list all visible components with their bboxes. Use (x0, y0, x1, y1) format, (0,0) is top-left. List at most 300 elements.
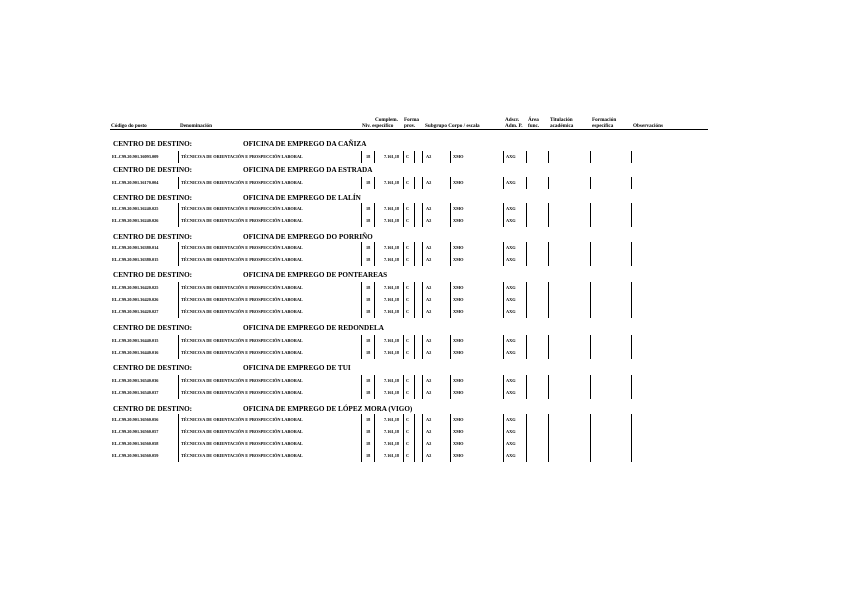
column-divider (361, 242, 362, 254)
column-divider (548, 426, 549, 438)
cell-title: TÉCNICO/A DE ORIENTACIÓN E PROSPECCIÓN LABORAL (181, 338, 303, 343)
column-divider (503, 282, 504, 294)
column-divider (590, 177, 591, 189)
column-divider (374, 306, 375, 318)
column-divider (414, 426, 415, 438)
column-divider (526, 335, 527, 347)
cell-adscr: AXG (506, 154, 516, 159)
cell-title: TÉCNICO/A DE ORIENTACIÓN E PROSPECCIÓN LABORAL (181, 378, 303, 383)
column-divider (178, 177, 179, 189)
column-divider (361, 438, 362, 450)
column-divider (548, 335, 549, 347)
cell-adscr: AXG (506, 441, 516, 446)
column-divider (548, 438, 549, 450)
cell-code: EL.C99.20.901.36093.009 (112, 154, 159, 159)
column-divider (590, 242, 591, 254)
column-divider (361, 215, 362, 227)
column-divider (403, 414, 404, 426)
column-divider (178, 282, 179, 294)
cell-code: EL.C99.20.901.36420.026 (112, 297, 159, 302)
cell-level: 18 (366, 429, 371, 434)
cell-comp: 7.161,18 (384, 245, 400, 250)
cell-code: EL.C99.20.901.36380.015 (112, 257, 159, 262)
header-subgrupo-corpo: Subgrupo Corpo / escala (425, 123, 480, 129)
column-divider (403, 282, 404, 294)
column-divider (414, 335, 415, 347)
column-divider (526, 347, 527, 359)
cell-adscr: AXG (506, 245, 516, 250)
table-row (0, 306, 842, 318)
cell-level: 18 (366, 309, 371, 314)
column-divider (414, 375, 415, 387)
cell-subgrupo: A2 (426, 429, 432, 434)
section-name: OFICINA DE EMPREGO DE TUI (243, 364, 351, 372)
cell-title: TÉCNICO/A DE ORIENTACIÓN E PROSPECCIÓN LABORAL (181, 309, 303, 314)
column-divider (414, 294, 415, 306)
column-divider (374, 387, 375, 399)
cell-forma: C (406, 350, 410, 355)
cell-subgrupo: A2 (426, 285, 432, 290)
cell-title: TÉCNICO/A DE ORIENTACIÓN E PROSPECCIÓN LABORAL (181, 417, 303, 422)
cell-adscr: AXG (506, 297, 516, 302)
column-divider (403, 203, 404, 215)
column-divider (631, 203, 632, 215)
section-label: CENTRO DE DESTINO: (113, 364, 193, 372)
column-divider (422, 242, 423, 254)
column-divider (590, 450, 591, 462)
section-label: CENTRO DE DESTINO: (113, 140, 193, 148)
column-divider (361, 294, 362, 306)
column-divider (361, 426, 362, 438)
column-divider (361, 282, 362, 294)
cell-level: 18 (366, 154, 371, 159)
cell-subgrupo: A2 (426, 206, 432, 211)
cell-title: TÉCNICO/A DE ORIENTACIÓN E PROSPECCIÓN LABORAL (181, 429, 303, 434)
cell-title: TÉCNICO/A DE ORIENTACIÓN E PROSPECCIÓN LABORAL (181, 453, 303, 458)
column-divider (548, 414, 549, 426)
cell-subgrupo: A2 (426, 257, 432, 262)
cell-corpo: XMO (453, 218, 464, 223)
column-divider (503, 450, 504, 462)
table-row (0, 335, 842, 347)
cell-code: EL.C99.20.901.36420.025 (112, 285, 159, 290)
column-divider (450, 177, 451, 189)
column-divider (548, 450, 549, 462)
column-divider (450, 387, 451, 399)
table-row (0, 450, 842, 462)
column-divider (526, 387, 527, 399)
table-row (0, 438, 842, 450)
column-divider (631, 151, 632, 163)
column-divider (414, 242, 415, 254)
column-divider (422, 282, 423, 294)
column-divider (374, 450, 375, 462)
cell-adscr: AXG (506, 417, 516, 422)
cell-code: EL.C99.20.901.36540.036 (112, 378, 159, 383)
column-divider (403, 438, 404, 450)
header-forma-line1: Forma (404, 117, 419, 123)
cell-adscr: AXG (506, 453, 516, 458)
column-divider (403, 306, 404, 318)
column-divider (503, 426, 504, 438)
cell-forma: C (406, 285, 410, 290)
column-divider (590, 387, 591, 399)
cell-code: EL.C99.20.901.36440.016 (112, 350, 159, 355)
column-divider (503, 306, 504, 318)
cell-adscr: AXG (506, 429, 516, 434)
column-divider (631, 294, 632, 306)
column-divider (503, 438, 504, 450)
table-row (0, 151, 842, 163)
column-divider (450, 347, 451, 359)
cell-forma: C (406, 297, 410, 302)
header-titulacion-line1: Titulación (550, 117, 573, 123)
cell-corpo: XMO (453, 154, 464, 159)
column-divider (503, 335, 504, 347)
column-divider (548, 347, 549, 359)
cell-corpo: XMO (453, 350, 464, 355)
table-row (0, 414, 842, 426)
cell-comp: 7.161,18 (384, 453, 400, 458)
header-forma-line2: prov. (404, 123, 416, 129)
column-divider (450, 306, 451, 318)
cell-subgrupo: A2 (426, 218, 432, 223)
cell-title: TÉCNICO/A DE ORIENTACIÓN E PROSPECCIÓN LABORAL (181, 245, 303, 250)
cell-level: 18 (366, 338, 371, 343)
column-divider (178, 203, 179, 215)
table-row (0, 254, 842, 266)
column-divider (374, 177, 375, 189)
column-divider (450, 282, 451, 294)
cell-adscr: AXG (506, 180, 516, 185)
section-label: CENTRO DE DESTINO: (113, 271, 193, 279)
header-denominacion: Denominación (180, 123, 212, 129)
column-divider (503, 387, 504, 399)
cell-title: TÉCNICO/A DE ORIENTACIÓN E PROSPECCIÓN LABORAL (181, 257, 303, 262)
column-divider (503, 203, 504, 215)
cell-comp: 7.161,18 (384, 154, 400, 159)
cell-code: EL.C99.20.901.36560.058 (112, 441, 159, 446)
column-divider (548, 177, 549, 189)
column-divider (590, 335, 591, 347)
column-divider (526, 151, 527, 163)
column-divider (503, 294, 504, 306)
column-divider (631, 414, 632, 426)
column-divider (361, 387, 362, 399)
column-divider (403, 151, 404, 163)
column-divider (361, 414, 362, 426)
column-divider (414, 414, 415, 426)
section-name: OFICINA DE EMPREGO DE REDONDELA (243, 324, 384, 332)
column-divider (631, 254, 632, 266)
column-divider (631, 347, 632, 359)
column-divider (178, 414, 179, 426)
column-divider (403, 375, 404, 387)
column-divider (361, 151, 362, 163)
column-divider (414, 282, 415, 294)
table-row (0, 215, 842, 227)
column-divider (178, 450, 179, 462)
table-row (0, 282, 842, 294)
column-divider (374, 242, 375, 254)
column-divider (450, 450, 451, 462)
column-divider (526, 306, 527, 318)
column-divider (403, 254, 404, 266)
cell-code: EL.C99.20.901.36440.015 (112, 338, 159, 343)
column-divider (503, 375, 504, 387)
cell-title: TÉCNICO/A DE ORIENTACIÓN E PROSPECCIÓN LABORAL (181, 441, 303, 446)
column-divider (548, 306, 549, 318)
column-divider (414, 438, 415, 450)
column-divider (361, 306, 362, 318)
column-divider (374, 347, 375, 359)
column-divider (374, 414, 375, 426)
column-divider (422, 306, 423, 318)
header-complemento-line1: Complem. (375, 117, 398, 123)
column-divider (590, 414, 591, 426)
header-formacion-line1: Formación (592, 117, 617, 123)
column-divider (361, 254, 362, 266)
column-divider (590, 294, 591, 306)
section-label: CENTRO DE DESTINO: (113, 233, 193, 241)
cell-forma: C (406, 206, 410, 211)
column-divider (403, 450, 404, 462)
column-divider (590, 426, 591, 438)
cell-comp: 7.161,18 (384, 218, 400, 223)
column-divider (590, 215, 591, 227)
cell-adscr: AXG (506, 206, 516, 211)
header-adscr-line2: Adm. P. (505, 123, 523, 129)
header-observacions: Observacións (633, 123, 663, 129)
table-row (0, 347, 842, 359)
cell-comp: 7.161,18 (384, 180, 400, 185)
cell-title: TÉCNICO/A DE ORIENTACIÓN E PROSPECCIÓN LABORAL (181, 218, 303, 223)
header-formacion-line2: específica (592, 123, 614, 129)
cell-comp: 7.161,18 (384, 441, 400, 446)
column-divider (178, 347, 179, 359)
column-divider (374, 215, 375, 227)
column-divider (414, 347, 415, 359)
column-divider (548, 294, 549, 306)
column-divider (422, 438, 423, 450)
cell-comp: 7.161,18 (384, 285, 400, 290)
section-name: OFICINA DE EMPREGO DA CAÑIZA (243, 140, 367, 148)
column-divider (178, 306, 179, 318)
cell-adscr: AXG (506, 378, 516, 383)
cell-title: TÉCNICO/A DE ORIENTACIÓN E PROSPECCIÓN LABORAL (181, 180, 303, 185)
column-divider (422, 347, 423, 359)
column-divider (361, 177, 362, 189)
column-divider (548, 242, 549, 254)
cell-forma: C (406, 338, 410, 343)
table-row (0, 177, 842, 189)
cell-subgrupo: A2 (426, 154, 432, 159)
cell-comp: 7.161,18 (384, 429, 400, 434)
table-row (0, 242, 842, 254)
cell-forma: C (406, 245, 410, 250)
column-divider (178, 426, 179, 438)
column-divider (414, 254, 415, 266)
cell-corpo: XMO (453, 285, 464, 290)
cell-subgrupo: A2 (426, 309, 432, 314)
column-divider (361, 375, 362, 387)
table-row (0, 375, 842, 387)
column-divider (526, 438, 527, 450)
column-divider (631, 282, 632, 294)
column-divider (178, 254, 179, 266)
cell-code: EL.C99.20.901.36560.057 (112, 429, 159, 434)
cell-code: EL.C99.20.901.36560.056 (112, 417, 159, 422)
column-divider (374, 375, 375, 387)
column-divider (450, 375, 451, 387)
column-divider (631, 177, 632, 189)
column-divider (526, 450, 527, 462)
cell-forma: C (406, 309, 410, 314)
column-divider (422, 335, 423, 347)
cell-forma: C (406, 453, 410, 458)
column-divider (374, 151, 375, 163)
column-divider (450, 294, 451, 306)
cell-corpo: XMO (453, 309, 464, 314)
column-divider (178, 335, 179, 347)
column-divider (526, 426, 527, 438)
cell-level: 18 (366, 285, 371, 290)
column-divider (631, 215, 632, 227)
cell-subgrupo: A2 (426, 338, 432, 343)
column-divider (361, 347, 362, 359)
column-divider (178, 215, 179, 227)
header-rule (110, 129, 708, 130)
column-divider (590, 151, 591, 163)
column-divider (450, 203, 451, 215)
column-divider (503, 414, 504, 426)
column-divider (526, 282, 527, 294)
cell-title: TÉCNICO/A DE ORIENTACIÓN E PROSPECCIÓN LABORAL (181, 285, 303, 290)
cell-comp: 7.161,18 (384, 297, 400, 302)
column-divider (374, 294, 375, 306)
column-divider (503, 242, 504, 254)
column-divider (403, 347, 404, 359)
column-divider (374, 254, 375, 266)
cell-forma: C (406, 390, 410, 395)
cell-code: EL.C99.20.901.36240.026 (112, 218, 159, 223)
column-divider (178, 387, 179, 399)
column-divider (422, 177, 423, 189)
cell-adscr: AXG (506, 309, 516, 314)
column-divider (548, 254, 549, 266)
header-titulacion-line2: académica (550, 123, 574, 129)
column-divider (450, 254, 451, 266)
cell-corpo: XMO (453, 180, 464, 185)
cell-corpo: XMO (453, 245, 464, 250)
cell-level: 18 (366, 206, 371, 211)
cell-comp: 7.161,18 (384, 257, 400, 262)
cell-corpo: XMO (453, 297, 464, 302)
cell-adscr: AXG (506, 285, 516, 290)
column-divider (631, 375, 632, 387)
column-divider (631, 426, 632, 438)
column-divider (590, 438, 591, 450)
column-divider (548, 282, 549, 294)
cell-corpo: XMO (453, 441, 464, 446)
column-divider (548, 387, 549, 399)
cell-level: 18 (366, 417, 371, 422)
section-label: CENTRO DE DESTINO: (113, 324, 193, 332)
cell-forma: C (406, 180, 410, 185)
column-divider (422, 414, 423, 426)
column-divider (422, 294, 423, 306)
cell-level: 18 (366, 257, 371, 262)
column-divider (450, 335, 451, 347)
column-divider (374, 282, 375, 294)
column-divider (590, 347, 591, 359)
cell-code: EL.C99.20.901.36380.014 (112, 245, 159, 250)
cell-level: 18 (366, 245, 371, 250)
cell-title: TÉCNICO/A DE ORIENTACIÓN E PROSPECCIÓN LABORAL (181, 350, 303, 355)
column-divider (590, 254, 591, 266)
column-divider (526, 203, 527, 215)
cell-forma: C (406, 378, 410, 383)
column-divider (590, 375, 591, 387)
column-divider (178, 375, 179, 387)
cell-subgrupo: A2 (426, 441, 432, 446)
cell-level: 18 (366, 390, 371, 395)
column-divider (450, 242, 451, 254)
column-divider (374, 203, 375, 215)
cell-subgrupo: A2 (426, 297, 432, 302)
column-divider (361, 450, 362, 462)
cell-comp: 7.161,18 (384, 378, 400, 383)
column-divider (414, 306, 415, 318)
cell-level: 18 (366, 297, 371, 302)
cell-forma: C (406, 429, 410, 434)
column-divider (631, 438, 632, 450)
cell-comp: 7.161,18 (384, 309, 400, 314)
cell-corpo: XMO (453, 417, 464, 422)
header-codigo: Código do posto (111, 123, 147, 129)
column-divider (414, 215, 415, 227)
cell-subgrupo: A2 (426, 245, 432, 250)
column-divider (422, 375, 423, 387)
column-divider (590, 203, 591, 215)
column-divider (422, 151, 423, 163)
section-label: CENTRO DE DESTINO: (113, 405, 193, 413)
column-divider (590, 306, 591, 318)
table-row (0, 294, 842, 306)
column-divider (403, 215, 404, 227)
column-divider (361, 203, 362, 215)
column-divider (631, 335, 632, 347)
cell-code: EL.C99.20.901.36240.025 (112, 206, 159, 211)
cell-code: EL.C99.20.901.36170.004 (112, 180, 159, 185)
header-adscr-line1: Adscr. (505, 117, 520, 123)
cell-subgrupo: A2 (426, 390, 432, 395)
cell-subgrupo: A2 (426, 350, 432, 355)
column-divider (503, 254, 504, 266)
section-name: OFICINA DE EMPREGO DE LÓPEZ MORA (VIGO) (243, 405, 413, 413)
cell-title: TÉCNICO/A DE ORIENTACIÓN E PROSPECCIÓN LABORAL (181, 390, 303, 395)
section-label: CENTRO DE DESTINO: (113, 166, 193, 174)
table-row (0, 387, 842, 399)
column-divider (414, 151, 415, 163)
column-divider (374, 335, 375, 347)
column-divider (548, 375, 549, 387)
cell-comp: 7.161,18 (384, 390, 400, 395)
section-name: OFICINA DE EMPREGO DE LALÍN (243, 194, 361, 202)
cell-corpo: XMO (453, 429, 464, 434)
column-divider (450, 438, 451, 450)
column-divider (178, 242, 179, 254)
